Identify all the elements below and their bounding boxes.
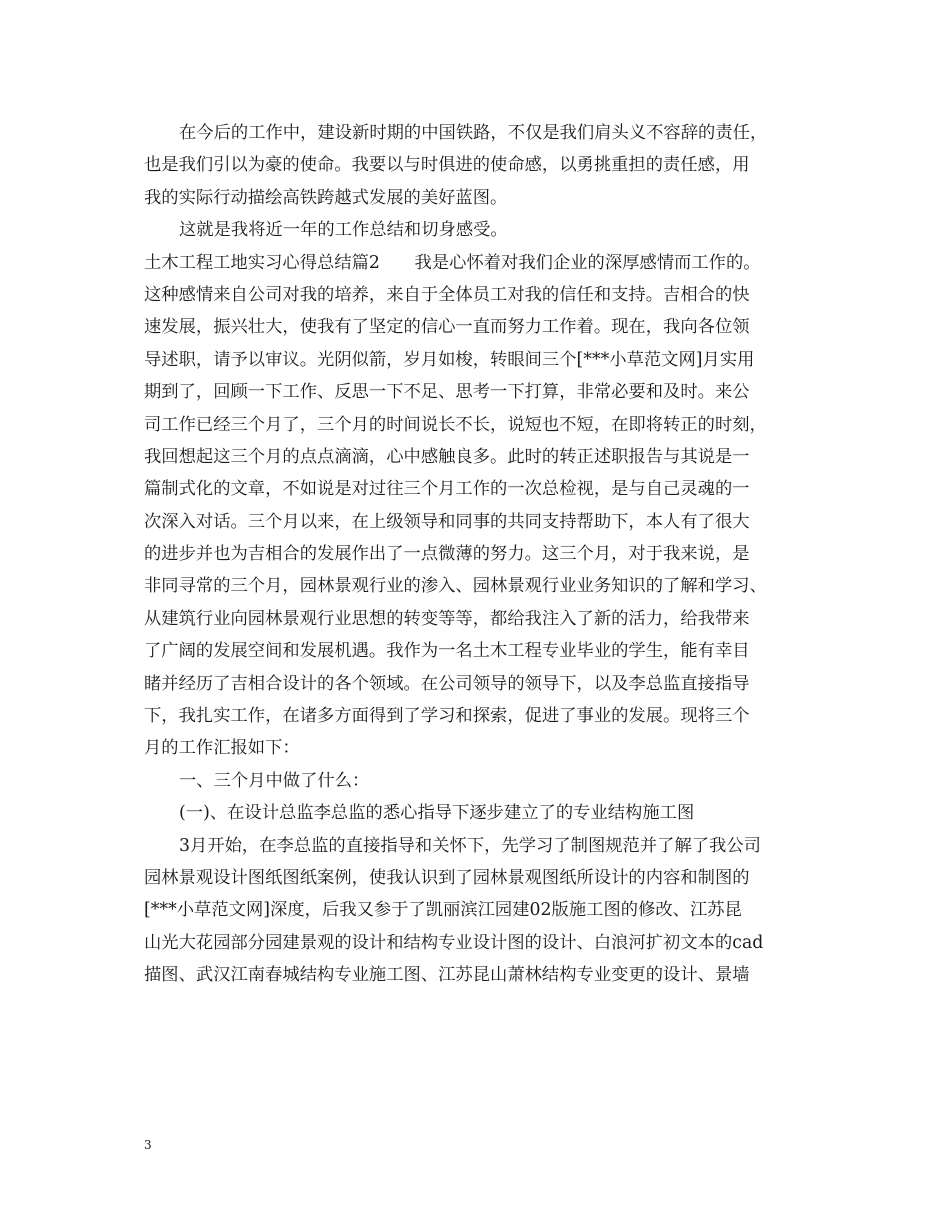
text-line-12: 篇制式化的文章，不如说是对过往三个月工作的一次总检视，是与自己灵魂的一: [144, 479, 750, 500]
text-line-3: 我的实际行动描绘高铁跨越式发展的美好蓝图。: [144, 187, 508, 208]
text-line-8: 导述职，请予以审议。光阴似箭，岁月如梭，转眼间三个[***小草范文网]月实用: [144, 349, 755, 370]
text-line-13: 次深入对话。三个月以来，在上级领导和同事的共同支持帮助下，本人有了很大: [144, 511, 750, 532]
text-line-18: 睹并经历了吉相合设计的各个领域。在公司领导的领导下，以及李总监直接指导: [144, 673, 750, 694]
text-line-4: 这就是我将近一年的工作总结和切身感受。: [179, 220, 508, 241]
text-line-21: 一、三个月中做了什么：: [179, 770, 370, 791]
text-line-6: 这种感情来自公司对我的培养，来自于全体员工对我的信任和支持。吉相合的快: [144, 284, 750, 305]
document-body: [144, 117, 814, 992]
text-line-15: 非同寻常的三个月，园林景观行业的渗入、园林景观行业业务知识的了解和学习、: [144, 576, 767, 597]
text-line-2: 也是我们引以为豪的使命。我要以与时俱进的使命感，以勇挑重担的责任感，用: [144, 155, 750, 176]
text-line-24: 园林景观设计图纸图纸案例，使我认识到了园林景观图纸所设计的内容和制图的: [144, 867, 750, 888]
text-line-19: 下，我扎实工作，在诸多方面得到了学习和探索，促进了事业的发展。现将三个: [144, 706, 750, 727]
text-line-7: 速发展，振兴壮大，使我有了坚定的信心一直而努力工作着。现在，我向各位领: [144, 317, 750, 338]
text-line-27: 描图、武汉江南春城结构专业施工图、江苏昆山萧林结构专业变更的设计、景墙: [144, 965, 750, 986]
page-number: 3: [144, 1138, 152, 1152]
text-line-14: 的进步并也为吉相合的发展作出了一点微薄的努力。这三个月，对于我来说，是: [144, 544, 750, 565]
text-line-17: 了广阔的发展空间和发展机遇。我作为一名土木工程专业毕业的学生，能有幸目: [144, 641, 750, 662]
text-line-9: 期到了，回顾一下工作、反思一下不足、思考一下打算，非常必要和及时。来公: [144, 382, 750, 403]
text-line-10: 司工作已经三个月了，三个月的时间说长不长，说短也不短，在即将转正的时刻，: [144, 414, 767, 435]
text-line-20: 月的工作汇报如下：: [144, 738, 300, 759]
text-line-5: 土木工程工地实习心得总结篇2 我是心怀着对我们企业的深厚感情而工作的。: [144, 252, 761, 273]
text-line-25: [***小草范文网]深度，后我又参于了凯丽滨江园建02版施工图的修改、江苏昆: [144, 900, 742, 921]
text-line-16: 从建筑行业向园林景观行业思想的转变等等，都给我注入了新的活力，给我带来: [144, 608, 750, 629]
text-line-23: 3月开始，在李总监的直接指导和关怀下，先学习了制图规范并了解了我公司: [179, 835, 761, 856]
text-line-1: 在今后的工作中，建设新时期的中国铁路，不仅是我们肩头义不容辞的责任，: [179, 123, 768, 143]
text-line-26: 山光大花园部分园建景观的设计和结构专业设计图的设计、白浪河扩初文本的cad: [144, 932, 764, 953]
text-line-11: 我回想起这三个月的点点滴滴，心中感触良多。此时的转正述职报告与其说是一: [144, 446, 750, 467]
text-line-22: (一)、在设计总监李总监的悉心指导下逐步建立了的专业结构施工图: [179, 803, 695, 824]
